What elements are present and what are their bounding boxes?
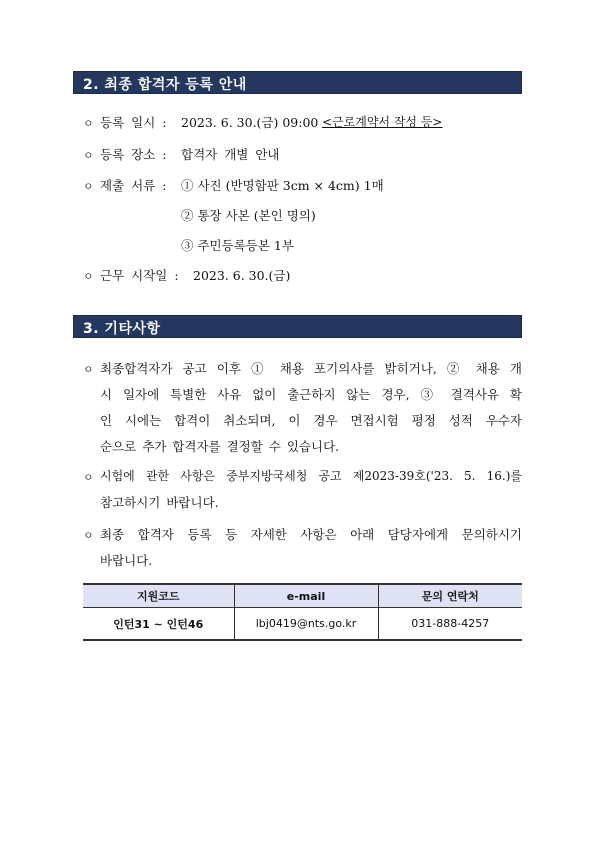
doc-item-1: ① 사진 (반명함판 3cm × 4cm) 1매 [181, 178, 384, 193]
bullet-icon: ㅇ [83, 117, 94, 130]
contact-table [83, 583, 522, 641]
section-3-header [73, 315, 522, 338]
bullet-icon: ㅇ [83, 529, 94, 542]
phone-cell: 031-888-4257 [378, 608, 522, 641]
table-header: e-mail [234, 584, 378, 608]
applicant-code-cell: 인턴31 ~ 인턴46 [83, 608, 234, 641]
doc-item-3: ③ 주민등록등본 1부 [181, 238, 294, 253]
start-date-label: 근무 시작일 : [100, 268, 179, 283]
reg-date-value: 2023. 6. 30.(금) 09:00 [181, 115, 319, 130]
bullet-icon: ㅇ [83, 363, 94, 376]
notice-line: 참고하시기 바랍니다. [100, 495, 219, 510]
notice-line: 인 시에는 합격이 취소되며, 이 경우 면접시험 평정 성적 우수자 [100, 413, 522, 428]
start-date-value: 2023. 6. 30.(금) [193, 268, 291, 283]
docs-label: 제출 서류 : [100, 178, 167, 193]
bullet-icon: ㅇ [83, 180, 94, 193]
bullet-icon: ㅇ [83, 471, 94, 484]
notice-line: 바랍니다. [100, 553, 153, 568]
notice-line: 최종 합격자 등록 등 자세한 사항은 아래 담당자에게 문의하시기 [100, 527, 522, 542]
section-2-header [73, 71, 522, 94]
table-header: 지원코드 [83, 584, 234, 608]
notice-line: 순으로 추가 합격자를 결정할 수 있습니다. [100, 439, 340, 454]
email-cell: lbj0419@nts.go.kr [234, 608, 378, 641]
reg-date-label: 등록 일시 : [100, 115, 167, 130]
reg-date-note: <근로계약서 작성 등> [322, 115, 443, 129]
notice-line: 시 일자에 특별한 사유 없이 출근하지 않는 경우, ③ 결격사유 확 [100, 387, 522, 402]
doc-item-2: ② 통장 사본 (본인 명의) [181, 208, 316, 223]
table-header: 문의 연락처 [378, 584, 522, 608]
table-header-row [83, 584, 522, 608]
section-3-title: 3. 기타사항 [83, 321, 161, 337]
reg-place-value: 합격자 개별 안내 [181, 147, 280, 162]
section-2-title: 2. 최종 합격자 등록 안내 [83, 77, 247, 93]
notice-line: 최종합격자가 공고 이후 ① 채용 포기의사를 밝히거나, ② 채용 개 [100, 361, 522, 376]
notice-line: 시험에 관한 사항은 중부지방국세청 공고 제2023-39호('23. 5. 16.)를 [100, 469, 522, 483]
table-row [83, 608, 522, 641]
reg-place-label: 등록 장소 : [100, 147, 167, 162]
bullet-icon: ㅇ [83, 270, 94, 283]
bullet-icon: ㅇ [83, 149, 94, 162]
